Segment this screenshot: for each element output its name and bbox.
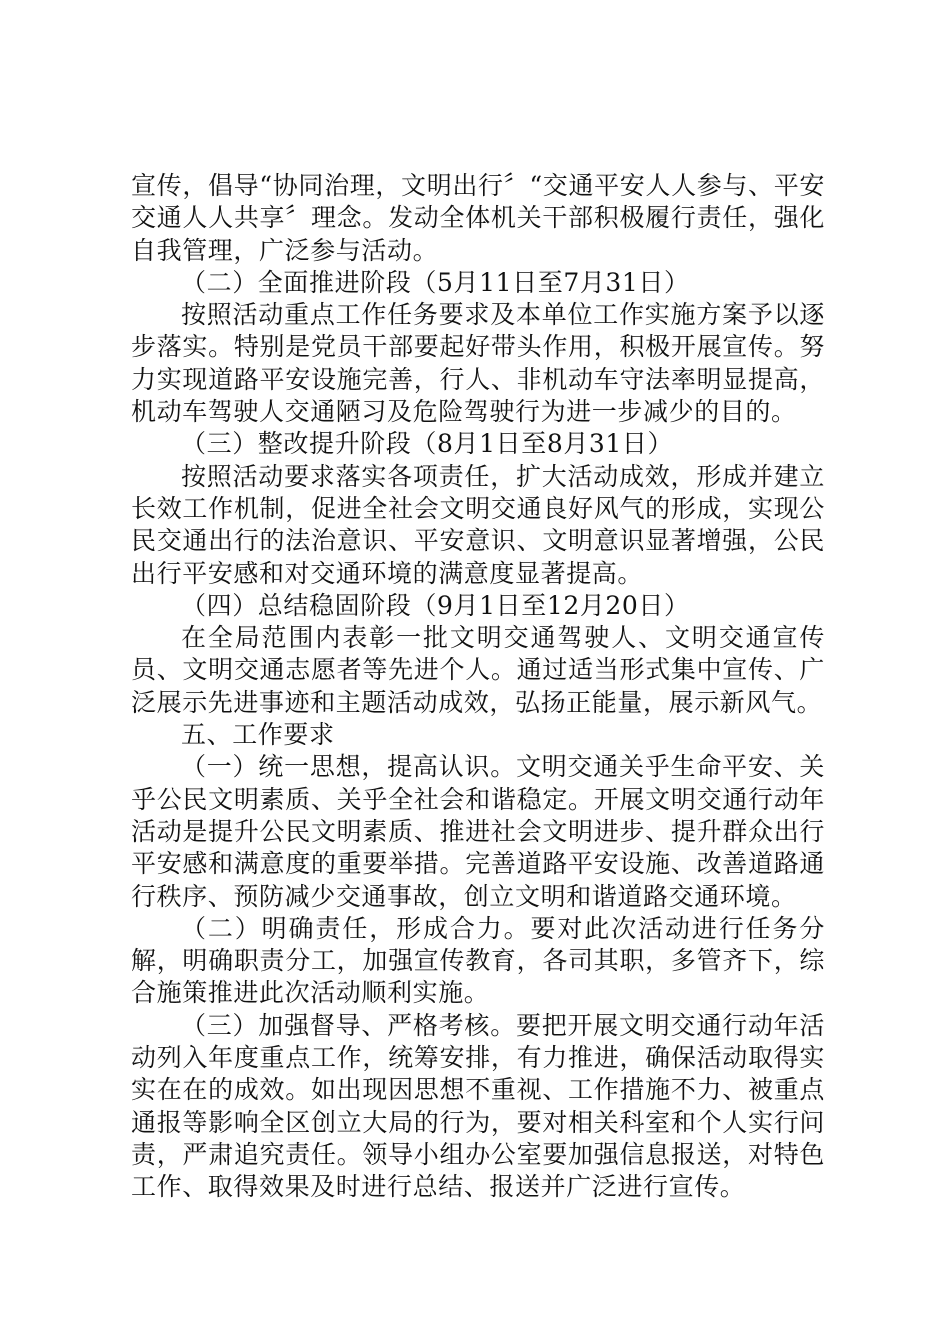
heading-phase-two: （二）全面推进阶段（5月11日至7月31日）: [181, 267, 690, 297]
paragraph-publicity-continued: 宣传，倡导“协同治理，文明出行〞“交通平安人人参与、平安交通人人共享〞理念。发动全体机关干部积极履行责任，强化自我管理，广泛参与活动。: [131, 171, 825, 265]
document-body: [131, 170, 825, 1204]
heading-phase-three: （三）整改提升阶段（8月1日至8月31日）: [181, 429, 674, 459]
paragraph-requirement-two: （二）明确责任，形成合力。要对此次活动进行任务分解，明确职责分工，加强宣传教育，各司其职，多管齐下，综合施策推进此次活动顺利实施。: [131, 913, 825, 1008]
heading-phase-four: （四）总结稳固阶段（9月1日至12月20日）: [181, 590, 690, 620]
heading-work-requirements: 五、工作要求: [181, 720, 335, 750]
paragraph-requirement-three: （三）加强督导、严格考核。要把开展文明交通行动年活动列入年度重点工作，统筹安排，有力推进，确保活动取得实实在在的成效。如出现因思想不重视、工作措施不力、被重点通报等影响全区创立大局的行为，要对相关科室和个人实行问责，严肃追究责任。领导小组办公室要加强信息报送，对特色工作、取得效果及时进行总结、报送并广泛进行宣传。: [131, 1010, 825, 1202]
paragraph-phase-three: 按照活动要求落实各项责任，扩大活动成效，形成并建立长效工作机制，促进全社会文明交通良好风气的形成，实现公民交通出行的法治意识、平安意识、文明意识显著增强，公民出行平安感和对交通环境的满意度显著提高。: [131, 461, 825, 588]
paragraph-phase-four: 在全局范围内表彰一批文明交通驾驶人、文明交通宣传员、文明交通志愿者等先进个人。通过适当形式集中宣传、广泛展示先进事迹和主题活动成效，弘扬正能量，展示新风气。: [131, 623, 825, 717]
paragraph-phase-two: 按照活动重点工作任务要求及本单位工作实施方案予以逐步落实。特别是党员干部要起好带头作用，积极开展宣传。努力实现道路平安设施完善，行人、非机动车守法率明显提高，机动车驾驶人交通陋习及危险驾驶行为进一步减少的目的。: [131, 300, 825, 427]
paragraph-requirement-one: （一）统一思想，提高认识。文明交通关乎生命平安、关乎公民文明素质、关乎全社会和谐稳定。开展文明交通行动年活动是提升公民文明素质、推进社会文明进步、提升群众出行平安感和满意度的重要举措。完善道路平安设施、改善道路通行秩序、预防减少交通事故，创立文明和谐道路交通环境。: [131, 752, 825, 911]
